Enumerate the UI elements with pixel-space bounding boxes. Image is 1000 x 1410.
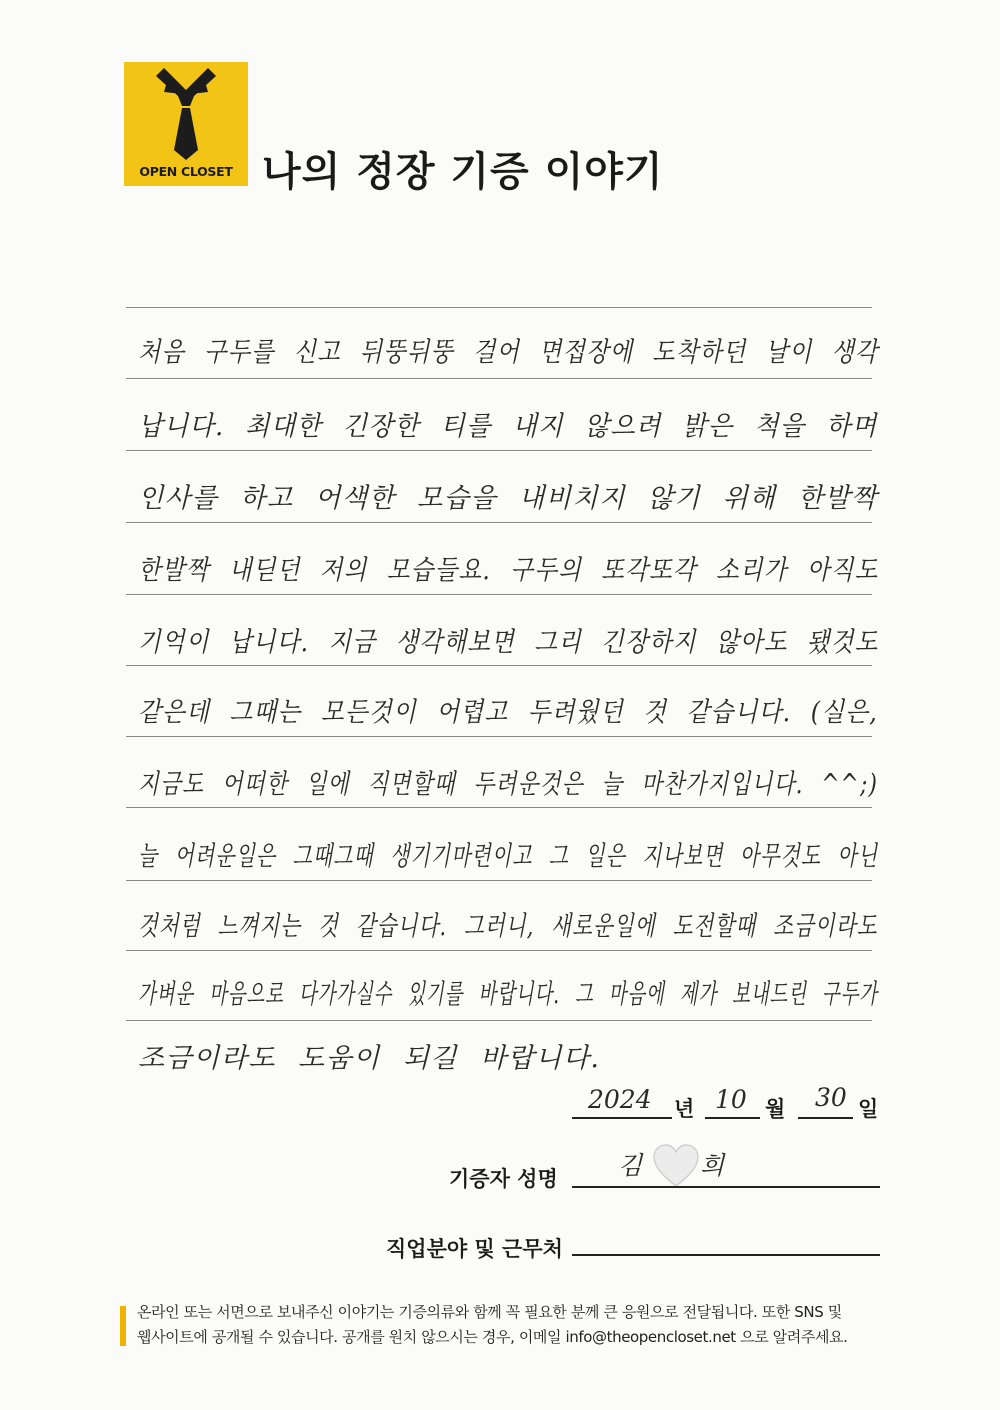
donor-name-underline [572,1186,880,1188]
job-underline [572,1254,880,1256]
story-line: 한발짝 내딛던 저의 모습들요. 구두의 또각또각 소리가 아직도 [138,555,879,586]
story-line: 것처럼 느껴지는 것 같습니다. 그러니, 새로운일에 도전할때 조금이라도 [138,911,878,942]
donor-name-start: 김 [618,1151,643,1180]
privacy-notice-line2: 웹사이트에 공개될 수 있습니다. 공개를 원치 않으시는 경우, 이메일 info@theopencloset.net 으로 알려주세요. [137,1328,848,1346]
date-year-label: 년 [674,1097,695,1121]
date-month-underline [705,1117,760,1119]
date-day-underline [798,1117,853,1119]
ruled-line [126,594,872,595]
ruled-line [126,307,872,308]
heart-icon [652,1143,700,1189]
story-line: 처음 구두를 신고 뒤뚱뒤뚱 걸어 면접장에 도착하던 날이 생각 [138,337,879,368]
story-line: 늘 어려운일은 그때그때 생기기마련이고 그 일은 지나보면 아무것도 아닌 [138,841,879,872]
ruled-line [126,378,872,379]
story-line: 기억이 납니다. 지금 생각해보면 그리 긴장하지 않아도 됐것도 [138,627,879,658]
story-line: 인사를 하고 어색한 모습을 내비치지 않기 위해 한발짝 [138,483,879,514]
story-line: 납니다. 최대한 긴장한 티를 내지 않으려 밝은 척을 하며 [138,411,878,442]
ruled-line [126,807,872,808]
donor-name-end: 희 [700,1151,725,1180]
ruled-line [126,1020,872,1021]
ruled-line [126,736,872,737]
logo-brand-text: OPEN CLOSET [139,164,233,179]
date-year-underline [572,1117,672,1119]
ruled-line [126,950,872,951]
story-line: 지금도 어떠한 일에 직면할때 두려운것은 늘 마찬가지입니다. ^^;) [138,769,879,800]
job-label: 직업분야 및 근무처 [386,1237,563,1261]
story-line: 같은데 그때는 모든것이 어렵고 두려웠던 것 같습니다. (실은, [138,697,879,728]
ruled-line [126,522,872,523]
ruled-line [126,880,872,881]
date-day: 30 [815,1083,847,1112]
donor-name-label: 기증자 성명 [449,1167,558,1191]
story-line: 조금이라도 도움이 되길 바랍니다. [138,1043,601,1074]
ruled-line [126,665,872,666]
privacy-notice-line1: 온라인 또는 서면으로 보내주신 이야기는 기증의류와 함께 꼭 필요한 분께 큰 응원으로 전달됩니다. 또한 SNS 및 [137,1303,842,1321]
ruled-line [126,450,872,451]
open-closet-logo [124,62,248,186]
date-day-label: 일 [858,1097,879,1121]
date-field [560,1085,890,1125]
date-month: 10 [715,1085,747,1114]
page-title: 나의 정장 기증 이야기 [262,149,664,195]
story-line: 가벼운 마음으로 다가가실수 있기를 바랍니다. 그 마음에 제가 보내드린 구두가 [138,979,879,1010]
date-month-label: 월 [765,1097,786,1121]
footer-accent-bar [120,1306,126,1346]
date-year: 2024 [588,1085,652,1114]
privacy-notice [137,1300,897,1350]
